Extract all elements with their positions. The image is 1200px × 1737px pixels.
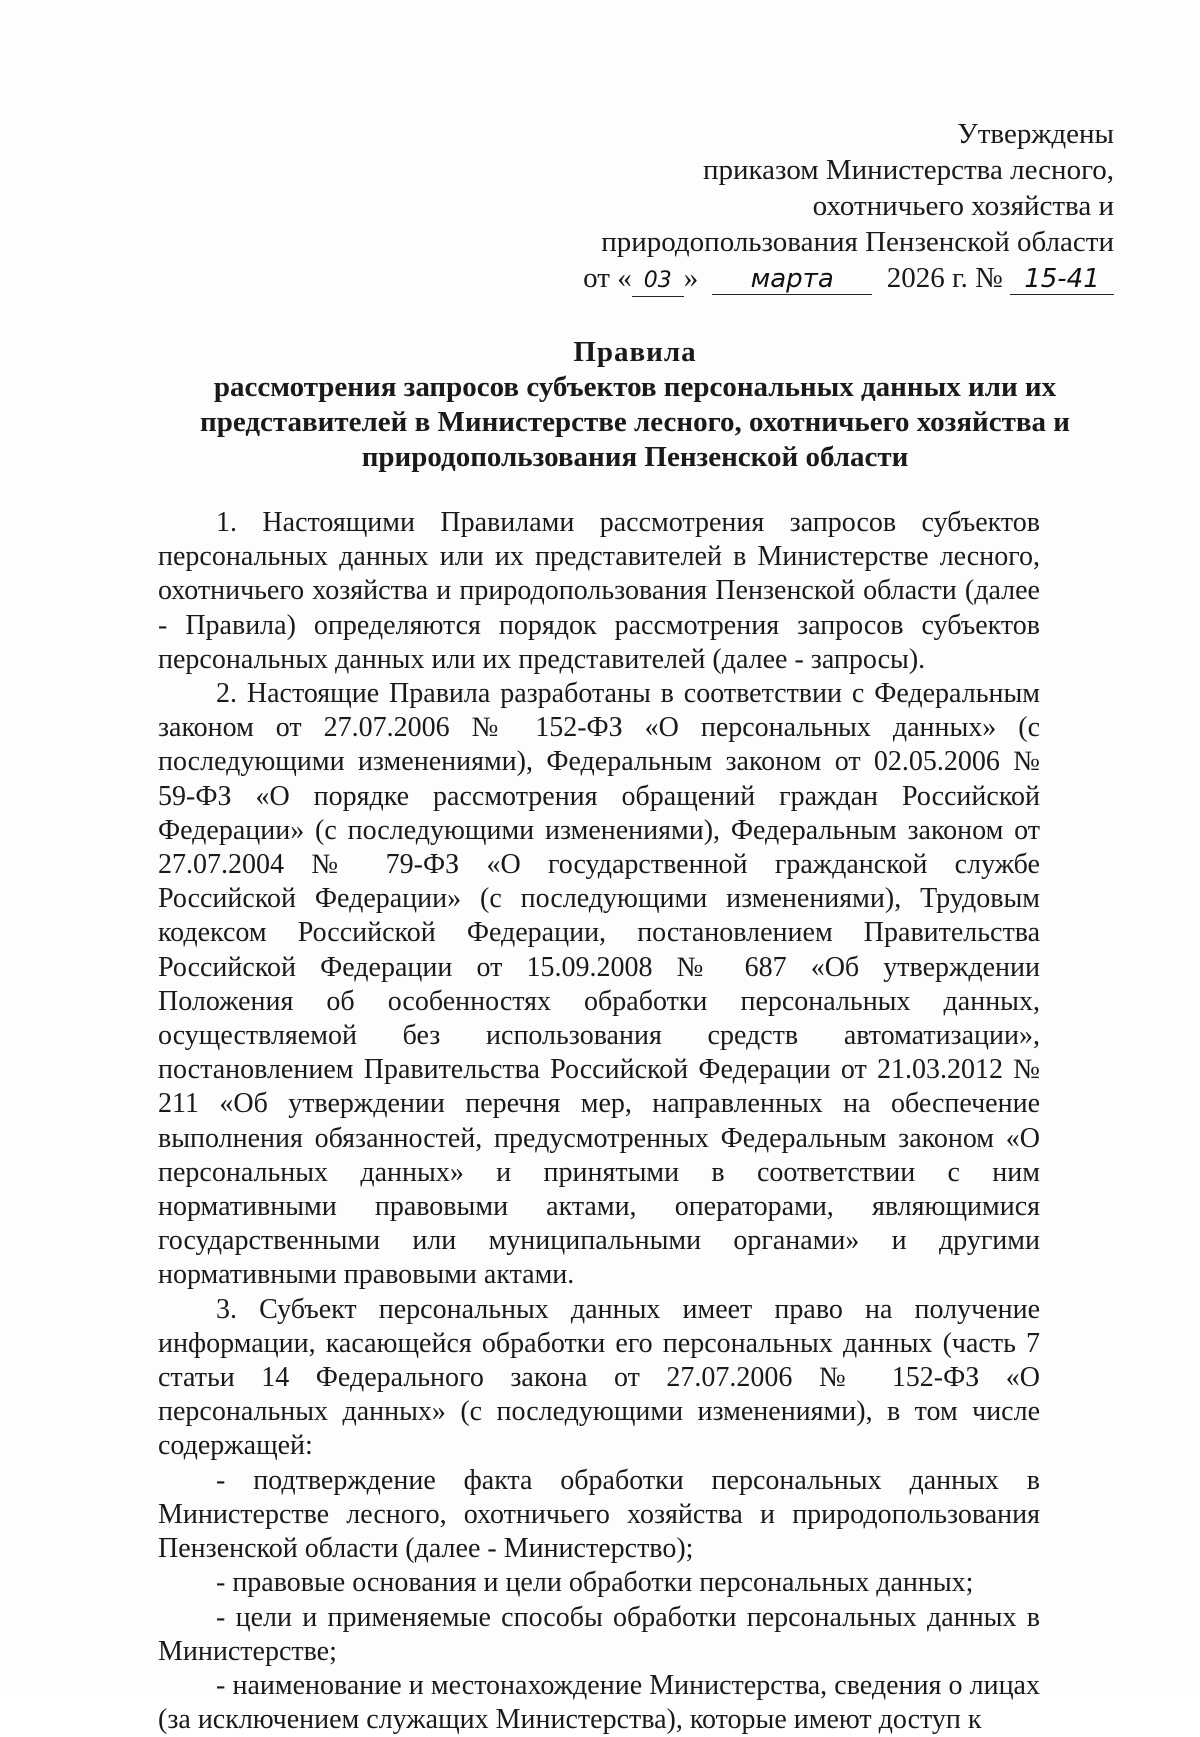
handwritten-order-number: 15-41 xyxy=(1010,264,1114,295)
approval-line-3: охотничьего хозяйства и xyxy=(812,190,1114,222)
title-heading: Правила xyxy=(573,336,697,368)
approval-line-2: приказом Министерства лесного, xyxy=(702,154,1114,186)
handwritten-day: 03 xyxy=(632,266,684,297)
date-mid: » xyxy=(683,262,699,294)
title-subheading: рассмотрения запросов субъектов персональных данных или их представителей в Министерстве лесного, охотничьего хозяйства и природопользования Пензенской области xyxy=(200,371,1070,473)
approval-stamp-block xyxy=(583,116,1114,297)
date-year: 2026 г. № xyxy=(886,262,1003,294)
approval-date-line xyxy=(583,260,1114,297)
document-title xyxy=(200,335,1070,475)
list-item-1: - подтверждение факта обработки персональных данных в Министерстве лесного, охотничьего хозяйства и природопользования Пензенской области (далее - Министерство); xyxy=(158,1464,1040,1565)
paragraph-2: 2. Настоящие Правила разработаны в соответствии с Федеральным законом от 27.07.2006 № 152-ФЗ «О персональных данных» (с последующими изменениями), Федеральным законом от 02.05.2006 № 59-ФЗ «О порядке рассмотрения обращений граждан Российской Федерации» (с последующими изменениями), Федеральным законом от 27.07.2004 № 79-ФЗ «О государственной гражданской службе Российской Федерации» (с последующими изменениями), Трудовым кодексом Российской Федерации, постановлением Правительства Российской Федерации от 15.09.2008 № 687 «Об утверждении Положения об особенностях обработки персональных данных, осуществляемой без использования средств автоматизации», постановлением Правительства Российской Федерации от 21.03.2012 № 211 «Об утверждении перечня мер, направленных на обеспечение выполнения обязанностей, предусмотренных Федеральным законом «О персональных данных» и принятыми в соответствии с ним нормативными правовыми актами, операторами, являющимися государственными или муниципальными органами» и другими нормативными правовыми актами. xyxy=(158,678,1040,1291)
list-item-2: - правовые основания и цели обработки персональных данных; xyxy=(216,1567,974,1599)
list-item-4: - наименование и местонахождение Министерства, сведения о лицах (за исключением служащих Министерства), которые имеют доступ к xyxy=(158,1669,1040,1736)
list-item-3: - цели и применяемые способы обработки персональных данных в Министерстве; xyxy=(158,1601,1040,1667)
paragraph-1: 1. Настоящими Правилами рассмотрения запросов субъектов персональных данных или их представителей в Министерстве лесного, охотничьего хозяйства и природопользования Пензенской области (далее - Правила) определяются порядок рассмотрения запросов субъектов персональных данных или их представителей (далее - запросы). xyxy=(158,507,1040,675)
document-body xyxy=(158,506,1040,1737)
approval-line-4: природопользования Пензенской области xyxy=(601,226,1114,258)
approval-line-1: Утверждены xyxy=(957,118,1114,150)
date-prefix: от « xyxy=(583,262,632,294)
paragraph-3: 3. Субъект персональных данных имеет право на получение информации, касающейся обработки его персональных данных (часть 7 статьи 14 Федерального закона от 27.07.2006 № 152-ФЗ «О персональных данных» (с последующими изменениями), в том числе содержащей: xyxy=(158,1293,1040,1462)
handwritten-month: марта xyxy=(712,264,872,295)
